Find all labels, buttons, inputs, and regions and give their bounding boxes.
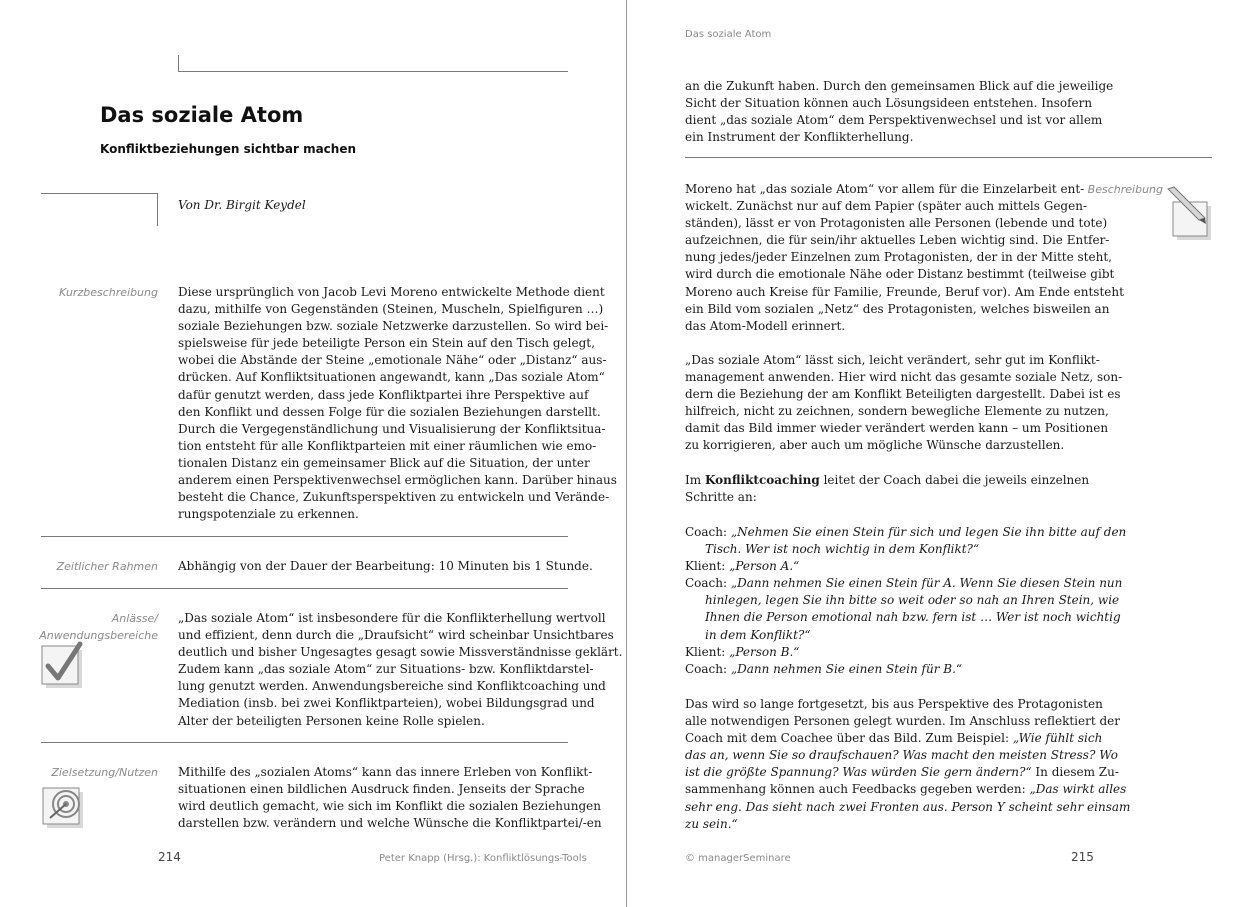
pencil-note-icon bbox=[1165, 186, 1215, 244]
author-rule-vertical bbox=[157, 193, 158, 226]
zielsetzung-text: Mithilfe des „sozialen Atoms“ kann das innere Erleben von Konflikt- situationen einen bildlichen Ausdruck finden. Jenseits der Sprache wird deutlich gemacht, wie sich im Konflikt die sozialen Beziehungen darstellen bzw. verändern und welche Wünsche die Konfliktpartei/-en bbox=[178, 765, 602, 831]
label-beschreibung: Beschreibung bbox=[1087, 183, 1163, 196]
section-divider bbox=[41, 742, 568, 743]
beschreibung-paragraph-4: Das wird so lange fortgesetzt, bis aus Perspektive des Protagonisten alle notwendigen Personen gelegt wurden. Im Anschluss reflektiert der Coach mit dem Coachee über das Bild. Zum Beispiel: „Wie fühlt sich das an, wenn Sie so draufschauen? Was macht den meisten Stress? Wo ist die größte Spannung? Was würden Sie gern ändern?“ In diesem Zu- sammenhang können auch Feedbacks gegeben werden: „Das wirkt alles sehr eng. Das sieht nach zwei Fronten aus. Person Y scheint sehr einsam zu sein.“ bbox=[685, 697, 1131, 831]
coaching-dialog: Coach: „Nehmen Sie einen Stein für sich und legen Sie ihn bitte auf den Tisch. Wer ist noch wichtig in dem Konflikt?“ Klient: „Person A.“ Coach: „Dann nehmen Sie einen Stein für A. Wenn Sie diesen Stein nun hinlegen, legen Sie ihn bitte so weit oder so nah an Ihren Stein, wie Ihnen die Person emotional nah bzw. fern ist … Wer ist noch wichtig in dem Konflikt?“ Klient: „Person B.“ Coach: „Dann nehmen Sie einen Stein für B.“ bbox=[685, 525, 1127, 676]
target-note-icon bbox=[40, 784, 90, 832]
page-title: Das soziale Atom bbox=[100, 103, 304, 127]
label-zielsetzung: Zielsetzung/Nutzen bbox=[51, 766, 158, 779]
footer-left: Peter Knapp (Hrsg.): Konfliktlösungs-Tools bbox=[379, 853, 587, 864]
beschreibung-paragraph-2: „Das soziale Atom“ lässt sich, leicht verändert, sehr gut im Konflikt- management anwenden. Hier wird nicht das gesamte soziale Netz, son- dern die Beziehung der am Konflikt Beteiligten dargestellt. Dabei ist es hilfreich, nicht zu zeichnen, sondern bewegliche Elemente zu nutzen, damit das Bild immer wieder verändert werden kann – um Positionen zu korrigieren, aber auch um mögliche Wünsche darzustellen. bbox=[685, 353, 1123, 453]
page-subtitle: Konfliktbeziehungen sichtbar machen bbox=[100, 142, 357, 156]
author-rule bbox=[41, 193, 158, 194]
zeitlicher-rahmen-text: Abhängig von der Dauer der Bearbeitung: 10 Minuten bis 1 Stunde. bbox=[178, 559, 593, 573]
kurzbeschreibung-text: Diese ursprünglich von Jacob Levi Moreno entwickelte Methode dient dazu, mithilfe von Gegenständen (Steinen, Muscheln, Spielfiguren …) soziale Beziehungen bzw. soziale Netzwerke darzustellen. So wird bei- spielsweise für jede beteiligte Person ein Stein auf den Tisch gelegt, wobei die Abstände der Steine „emotionale Nähe“ oder „Distanz“ aus- drücken. Auf Konfliktsituationen angewandt, kann „Das soziale Atom“ dafür genutzt werden, dass jede Konfliktpartei ihre Perspektive auf den Konflikt und dessen Folge für die sozialen Beziehungen darstellt. Durch die Vergegenständlichung und Visualisierung der Konfliktsitua- tion entsteht für alle Konfliktparteien mit einer räumlichen wie emo- tionalen Distanz ein gemeinsamer Blick auf die Situation, der unter anderem einen Perspektivenwechsel ermöglichen kann. Darüber hinaus besteht die Chance, Zukunftsperspektiven zu entwickeln und Verände- rungspotenziale zu erkennen. bbox=[178, 285, 617, 522]
author: Von Dr. Birgit Keydel bbox=[178, 198, 306, 212]
right-page bbox=[627, 0, 1254, 907]
anlaesse-text: „Das soziale Atom“ ist insbesondere für die Konflikterhellung wertvoll und effizient, denn durch die „Draufsicht“ wird scheinbar Unsichtbares deutlich und bisher Ungesagtes gesagt sowie Missverständnisse geklärt. Zudem kann „das soziale Atom“ zur Situations- bzw. Konfliktdarstel- lung genutzt werden. Anwendungsbereiche sind Konfliktcoaching und Mediation (insb. bei zwei Konfliktparteien), wobei Bildungsgrad und Alter der beteiligten Personen keine Rolle spielen. bbox=[178, 611, 623, 728]
section-divider bbox=[41, 588, 568, 589]
beschreibung-paragraph-3: Im Konfliktcoaching leitet der Coach dabei die jeweils einzelnen Schritte an: bbox=[685, 473, 1090, 505]
title-rule bbox=[178, 71, 568, 72]
continued-text: an die Zukunft haben. Durch den gemeinsamen Blick auf die jeweilige Sicht der Situation können auch Lösungsideen entstehen. Insofern dient „das soziale Atom“ dem Perspektivenwechsel und ist vor allem ein Instrument der Konflikterhellung. bbox=[685, 79, 1114, 145]
page-number-left: 214 bbox=[158, 850, 181, 864]
label-anlaesse: Anlässe/ Anwendungsbereiche bbox=[39, 612, 158, 642]
section-divider bbox=[685, 157, 1212, 158]
page-number-right: 215 bbox=[1071, 850, 1094, 864]
section-divider bbox=[41, 536, 568, 537]
label-kurzbeschreibung: Kurzbeschreibung bbox=[59, 286, 158, 299]
footer-right: © managerSeminare bbox=[685, 853, 791, 864]
checkmark-note-icon bbox=[40, 640, 88, 694]
running-head: Das soziale Atom bbox=[685, 29, 772, 40]
beschreibung-paragraph-1: Moreno hat „das soziale Atom“ vor allem für die Einzelarbeit ent- wickelt. Zunächst nur auf dem Papier (später auch mittels Gegen- ständen), lässt er von Protagonisten alle Personen (lebende und tote) aufzeichnen, die für sein/ihr aktuelles Leben wichtig sind. Die Entfer- nung jedes/jeder Einzelnen zum Protagonisten, der in der Mitte steht, wird durch die emotionale Nähe oder Distanz bestimmt (teilweise gibt Moreno auch Kreise für Familie, Freunde, Beruf vor). Am Ende entsteht ein Bild vom sozialen „Netz“ des Protagonisten, welches bisweilen an das Atom-Modell erinnert. bbox=[685, 182, 1124, 333]
title-rule-vertical bbox=[178, 55, 179, 72]
left-page bbox=[0, 0, 626, 907]
label-zeitlicher-rahmen: Zeitlicher Rahmen bbox=[56, 560, 158, 573]
